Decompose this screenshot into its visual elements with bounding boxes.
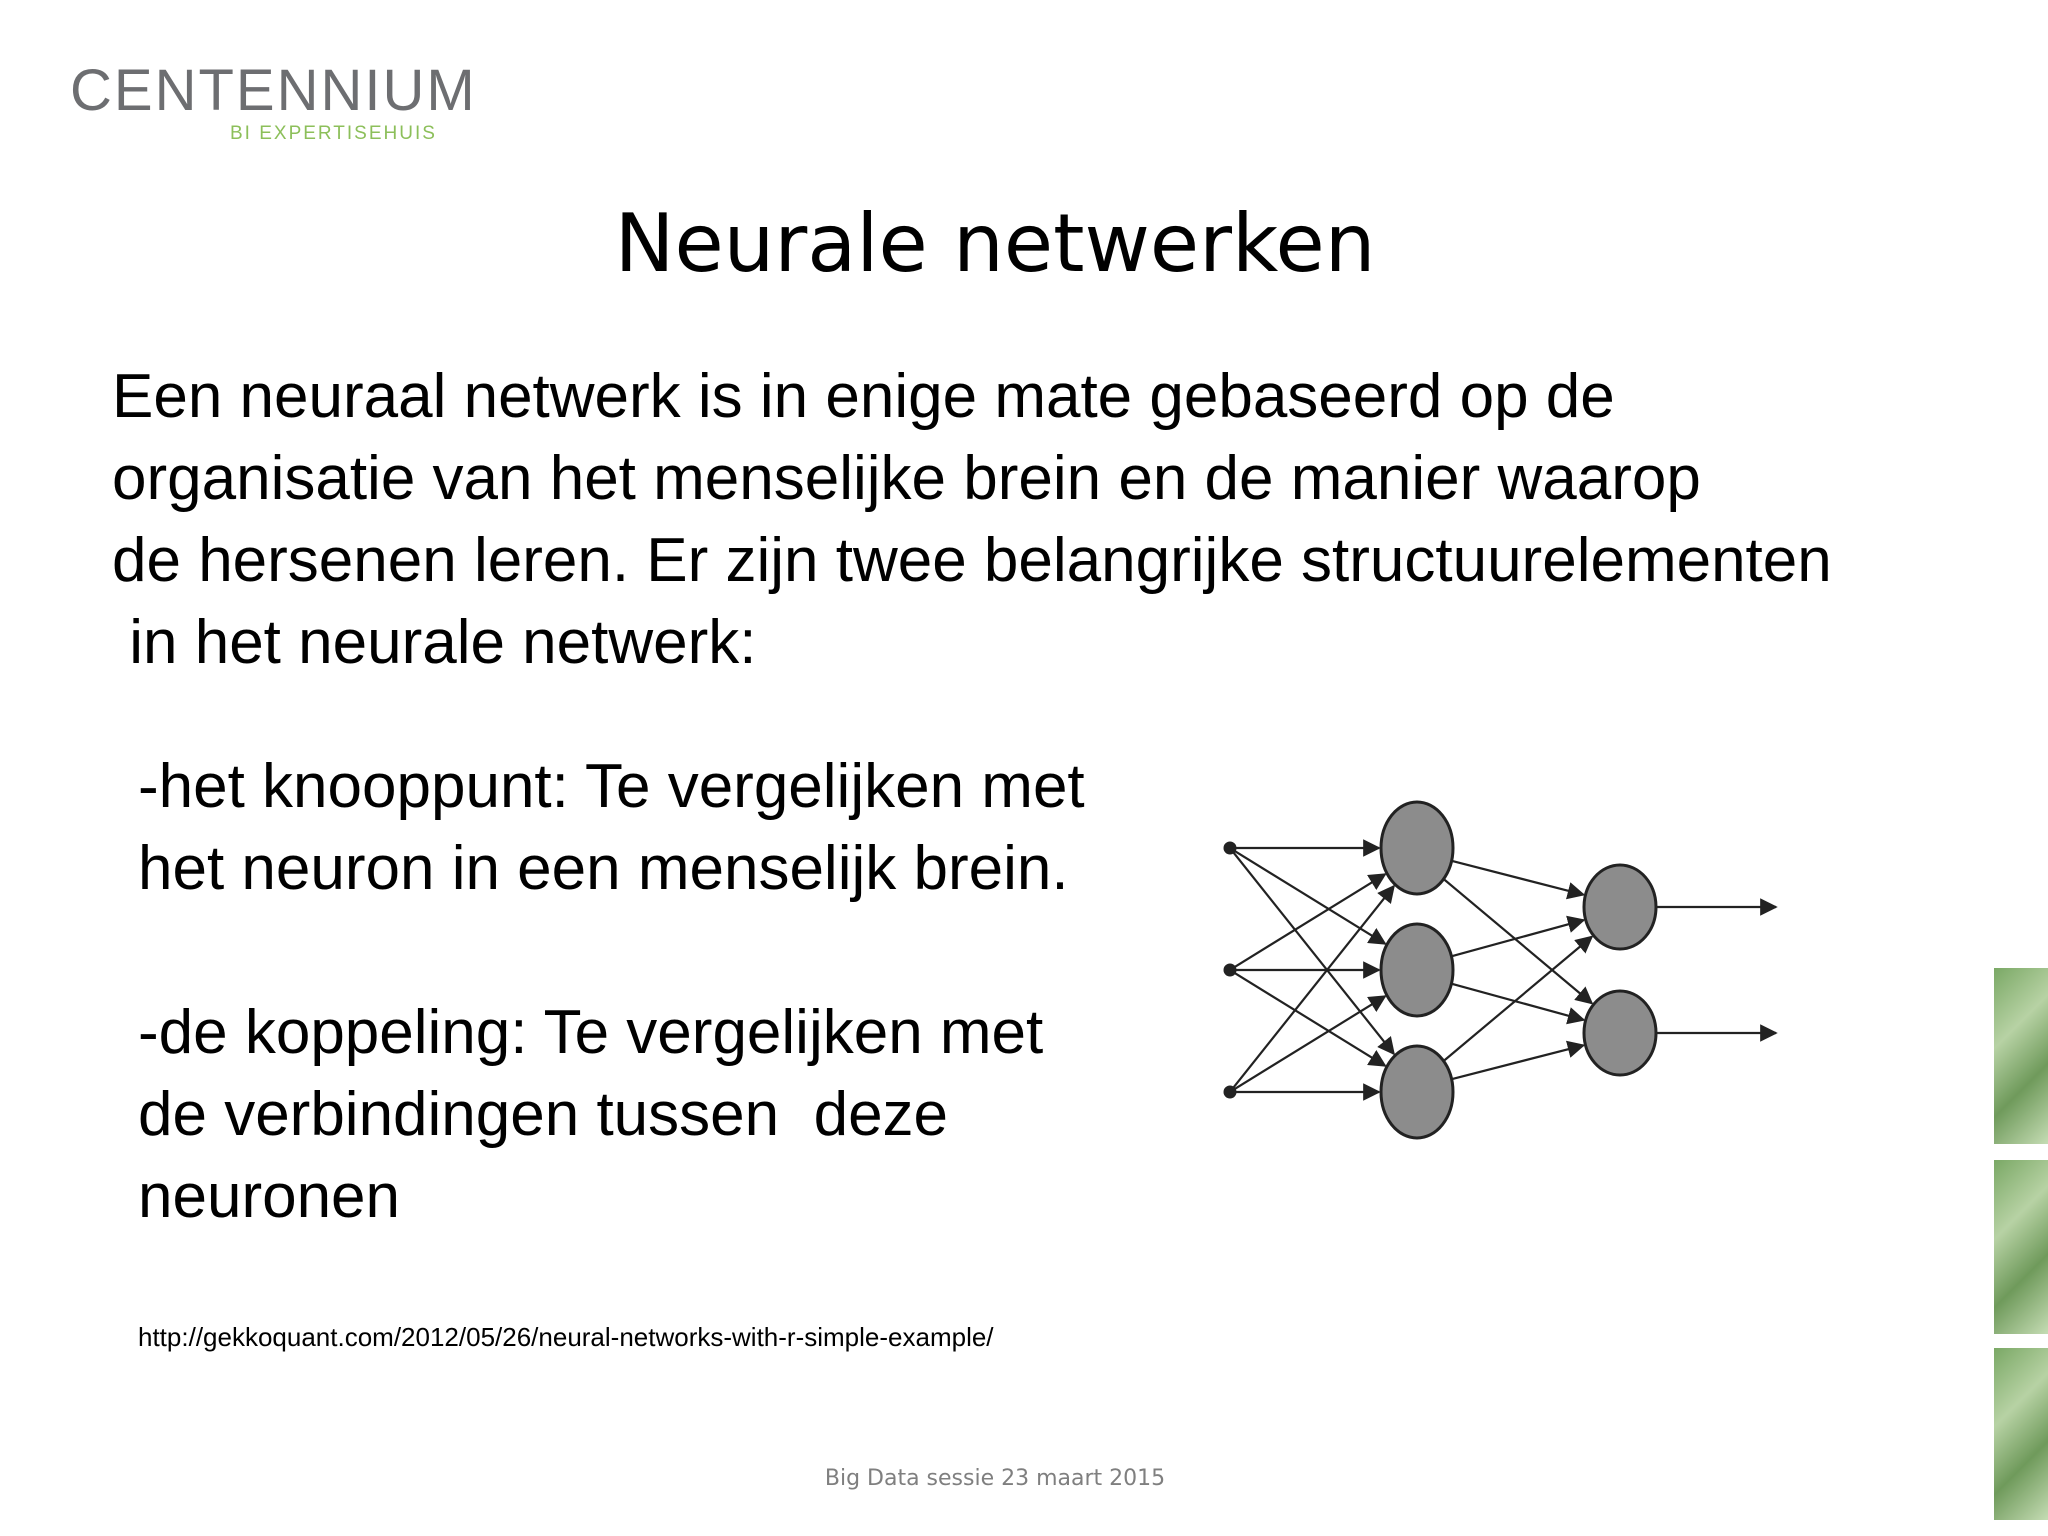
- network-edge: [1451, 920, 1583, 956]
- bullet-line: het neuron in een menselijk brein.: [138, 834, 1069, 903]
- logo-tagline: BI EXPERTISEHUIS: [230, 123, 437, 144]
- bullet-list: [138, 746, 1218, 1238]
- slide-title: Neurale netwerken: [614, 197, 1376, 290]
- bullet-line: de verbindingen tussen deze: [138, 1080, 949, 1149]
- logo-wordmark: CENTENNIUM: [70, 58, 477, 123]
- network-edge: [1451, 984, 1583, 1020]
- decorative-strip-middle: [1994, 1160, 2048, 1334]
- intro-line: Een neuraal netwerk is in enige mate gebaseerd op de: [112, 362, 1615, 431]
- network-edge: [1452, 861, 1584, 895]
- network-edge: [1234, 874, 1385, 967]
- network-edge: [1444, 937, 1592, 1061]
- hidden-node: [1381, 1046, 1453, 1138]
- centennium-logo: [70, 58, 490, 152]
- network-edge: [1234, 851, 1385, 944]
- bullet-spacer: [138, 910, 1218, 992]
- network-edges: [1233, 848, 1776, 1092]
- decorative-strip-bottom: [1994, 1348, 2048, 1520]
- hidden-node: [1381, 924, 1453, 1016]
- output-node: [1584, 865, 1656, 949]
- input-node: [1225, 1087, 1235, 1097]
- hidden-node: [1381, 802, 1453, 894]
- intro-line: de hersenen leren. Er zijn twee belangrijke structuurelementen: [112, 526, 1832, 595]
- neural-network-diagram: [1210, 790, 1820, 1150]
- output-node: [1584, 991, 1656, 1075]
- slide-footer: Big Data sessie 23 maart 2015: [824, 1466, 1166, 1491]
- decorative-strip-top: [1994, 968, 2048, 1144]
- bullet-line: -het knooppunt: Te vergelijken met: [138, 752, 1085, 821]
- bullet-line: -de koppeling: Te vergelijken met: [138, 998, 1044, 1067]
- network-edge: [1444, 879, 1592, 1003]
- input-node: [1225, 965, 1235, 975]
- bullet-line: neuronen: [138, 1162, 401, 1231]
- network-edge: [1234, 996, 1385, 1089]
- intro-paragraph: [112, 356, 2012, 684]
- source-url[interactable]: http://gekkoquant.com/2012/05/26/neural-networks-with-r-simple-example/: [138, 1322, 994, 1352]
- intro-line: organisatie van het menselijke brein en de manier waarop: [112, 444, 1701, 513]
- intro-line: in het neurale netwerk:: [112, 608, 757, 677]
- input-node: [1225, 843, 1235, 853]
- network-edge: [1234, 973, 1385, 1066]
- network-edge: [1452, 1045, 1584, 1079]
